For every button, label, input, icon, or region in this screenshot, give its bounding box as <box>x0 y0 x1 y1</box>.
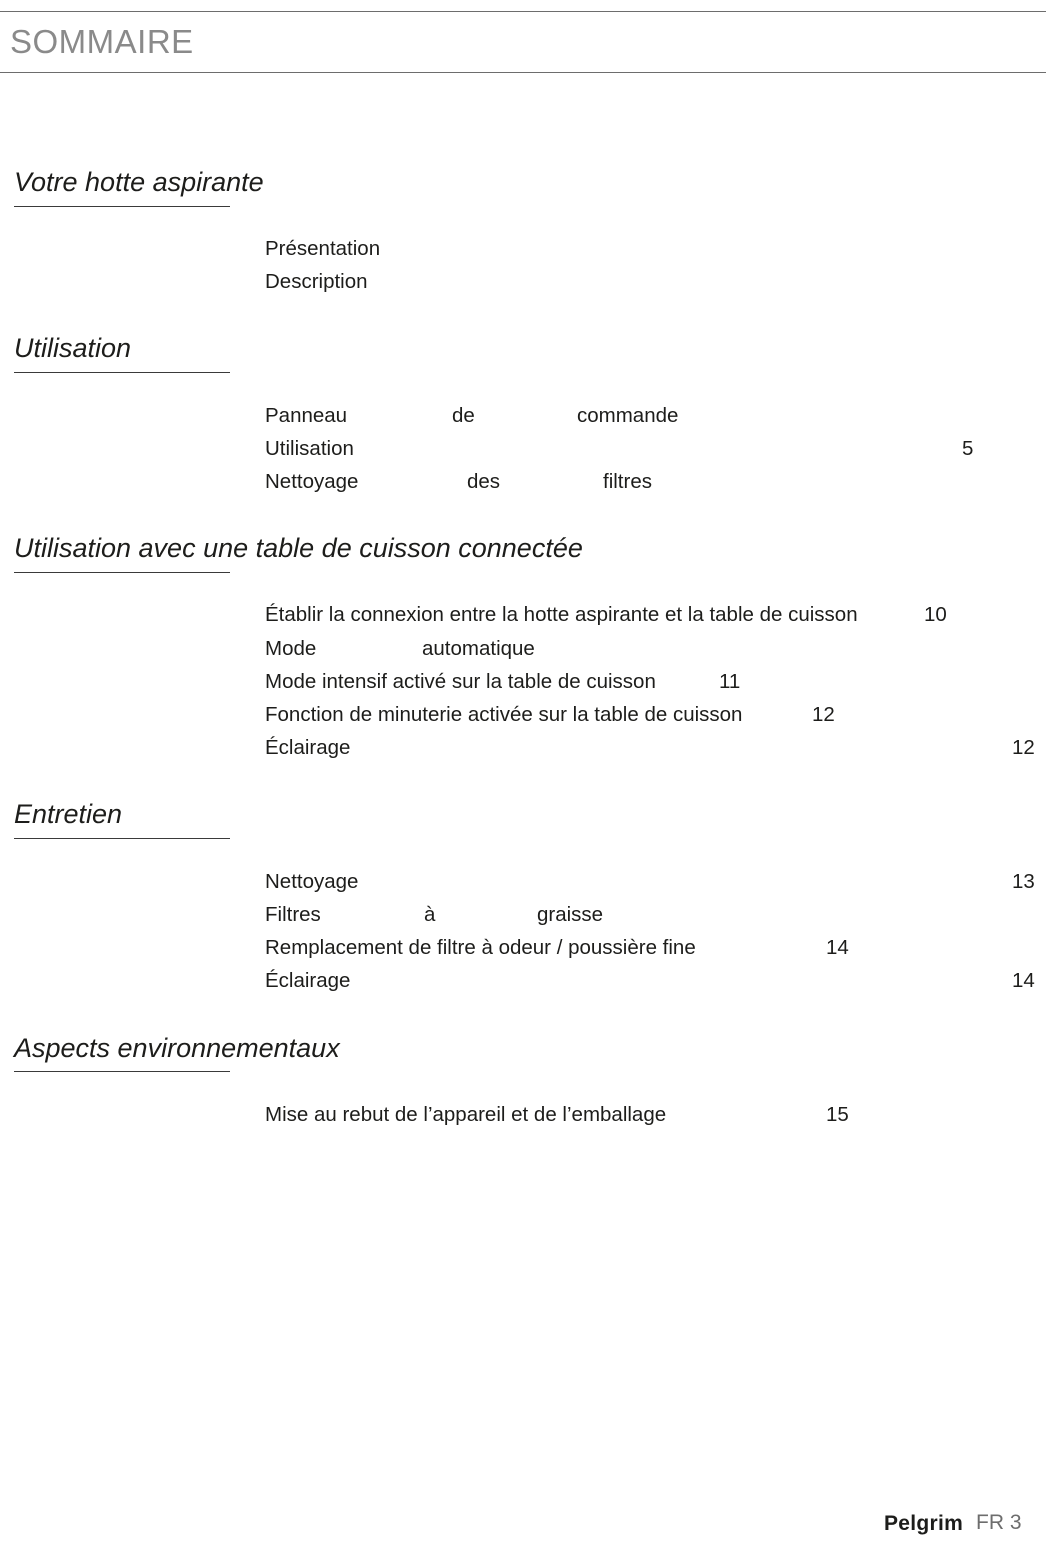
toc-entry-text: Mise au rebut de l’appareil et de l’emballage <box>265 1103 667 1126</box>
toc-page-number: 12 <box>812 703 835 726</box>
toc-entry-text: Mode intensif activé sur la table de cuisson <box>265 670 656 693</box>
toc-page-number: 14 <box>826 936 849 959</box>
toc-entry-text: Éclairage <box>265 969 351 992</box>
page-number-label: FR 3 <box>976 1511 1022 1534</box>
toc-entry-text: Remplacement de filtre à odeur / poussière fine <box>265 936 696 959</box>
toc-page-number: 10 <box>924 603 947 626</box>
section-title-table-de-cuisson: Utilisation avec une table de cuisson connectée <box>14 533 583 563</box>
toc-page-number: 14 <box>1012 969 1035 992</box>
toc-entry-text: Établir la connexion entre la hotte aspirante et la table de cuisson <box>265 603 858 626</box>
toc-entry-text: graisse <box>537 903 604 926</box>
toc-entry-text: Panneau <box>265 404 348 427</box>
section-divider <box>14 838 230 839</box>
toc-entry-text: Éclairage <box>265 736 351 759</box>
page-title: SOMMAIRE <box>10 23 194 60</box>
toc-page-number: 13 <box>1012 870 1035 893</box>
section-divider <box>14 572 230 573</box>
toc-entry-text: Nettoyage <box>265 870 359 893</box>
toc-entry-text: de <box>452 404 475 427</box>
section-divider <box>14 372 230 373</box>
toc-entry-text: commande <box>577 404 679 427</box>
section-title-aspects-environnementaux: Aspects environnementaux <box>14 1033 340 1063</box>
toc-page-number: 12 <box>1012 736 1035 759</box>
toc-entry-presentation[interactable]: Présentation <box>265 237 381 260</box>
toc-page-number: 15 <box>826 1103 849 1126</box>
toc-entry-text: automatique <box>422 637 535 660</box>
toc-entry-text: Nettoyage <box>265 470 359 493</box>
toc-entry-description[interactable]: Description <box>265 270 368 293</box>
section-title-entretien: Entretien <box>14 799 123 829</box>
toc-entry-text: Fonction de minuterie activée sur la table de cuisson <box>265 703 743 726</box>
toc-entry-text: filtres <box>603 470 652 493</box>
section-divider <box>14 206 230 207</box>
section-title-votre-hotte: Votre hotte aspirante <box>14 167 264 197</box>
toc-page-number: 11 <box>719 670 741 693</box>
brand-logo: Pelgrim <box>884 1512 964 1535</box>
toc-entry-text: Filtres <box>265 903 321 926</box>
toc-page-number: 5 <box>962 437 974 460</box>
toc-entry-text: des <box>467 470 501 493</box>
section-divider <box>14 1071 230 1072</box>
page-header <box>0 11 1046 73</box>
section-title-utilisation: Utilisation <box>14 333 132 363</box>
toc-entry-text: à <box>424 903 436 926</box>
toc-entry-text: Mode <box>265 637 317 660</box>
toc-entry-text: Utilisation <box>265 437 354 460</box>
